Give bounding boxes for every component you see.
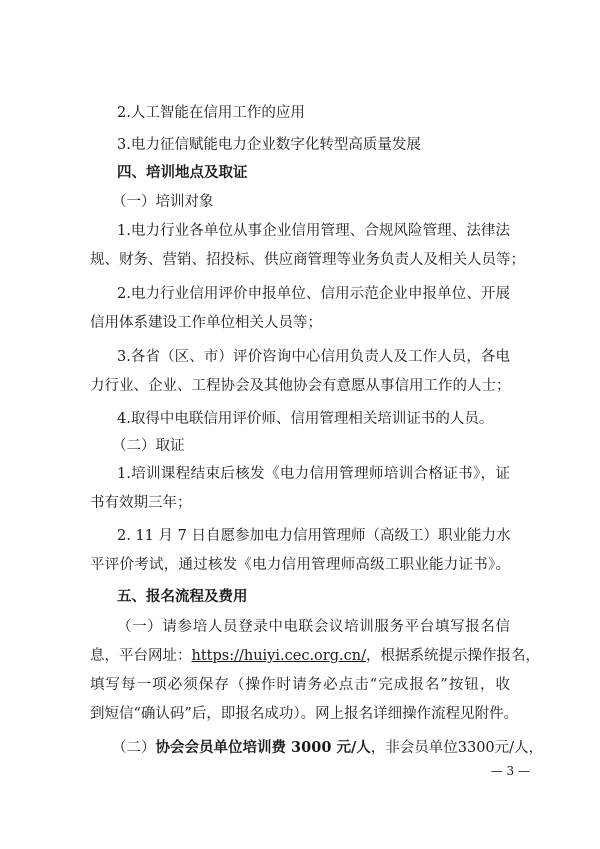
subsection-heading: （二）取证 — [112, 438, 185, 454]
section-heading: 五、报名流程及费用 — [117, 589, 248, 605]
paragraph-line: 4.取得中电联信用评价师、信用管理相关培训证书的人员。 — [117, 411, 494, 427]
text-segment: 息，平台网址： — [90, 648, 192, 664]
paragraph-line: 1.培训课程结束后核发《电力信用管理师培训合格证书》，证 — [117, 466, 510, 482]
subsection-heading: （一）培训对象 — [112, 194, 214, 210]
paragraph-line: 1.电力行业各单位从事企业信用管理、合规风险管理、法律法 — [117, 223, 510, 239]
paragraph-line: 2. 11 月 7 日自愿参加电力信用管理师（高级工）职业能力水 — [117, 528, 511, 544]
paragraph-line: 平评价考试，通过核发《电力信用管理师高级工职业能力证书》。 — [90, 557, 510, 573]
page-number: — 3 — — [490, 764, 530, 778]
paragraph-line — [112, 738, 544, 758]
paragraph-line — [90, 646, 540, 666]
fee-highlight: 协会会员单位培训费 3000 元/人 — [155, 739, 371, 756]
paragraph-line: 信用体系建设工作单位相关人员等； — [90, 315, 322, 331]
paragraph-line: 2.电力行业信用评价申报单位、信用示范企业申报单位、开展 — [117, 286, 510, 302]
text-segment: ，根据系统提示操作报名， — [365, 648, 540, 664]
paragraph-line: 力行业、企业、工程协会及其他协会有意愿从事信用工作的人士； — [90, 378, 511, 394]
paragraph-line: 书有效期三年； — [90, 495, 192, 511]
platform-url-link[interactable]: https://huiyi.cec.org.cn/ — [191, 648, 366, 664]
text-segment: （二） — [112, 740, 156, 756]
paragraph-line: 填写每一项必须保存（操作时请务必点击“完成报名”按钮，收 — [90, 677, 510, 693]
paragraph-line: 3.各省（区、市）评价咨询中心信用负责人及工作人员，各电 — [117, 349, 510, 365]
paragraph-line: 3.电力征信赋能电力企业数字化转型高质量发展 — [117, 137, 421, 153]
paragraph-line: 到短信“确认码”后，即报名成功）。网上报名详细操作流程见附件。 — [90, 706, 519, 722]
paragraph-line: （一）请参培人员登录中电联会议培训服务平台填写报名信 — [117, 619, 510, 635]
paragraph-line: 2.人工智能在信用工作的应用 — [117, 105, 305, 121]
paragraph-line: 规、财务、营销、招投标、供应商管理等业务负责人及相关人员等； — [90, 252, 525, 268]
section-heading: 四、培训地点及取证 — [117, 165, 248, 181]
text-segment: ，非会员单位3300元/人， — [370, 740, 544, 756]
